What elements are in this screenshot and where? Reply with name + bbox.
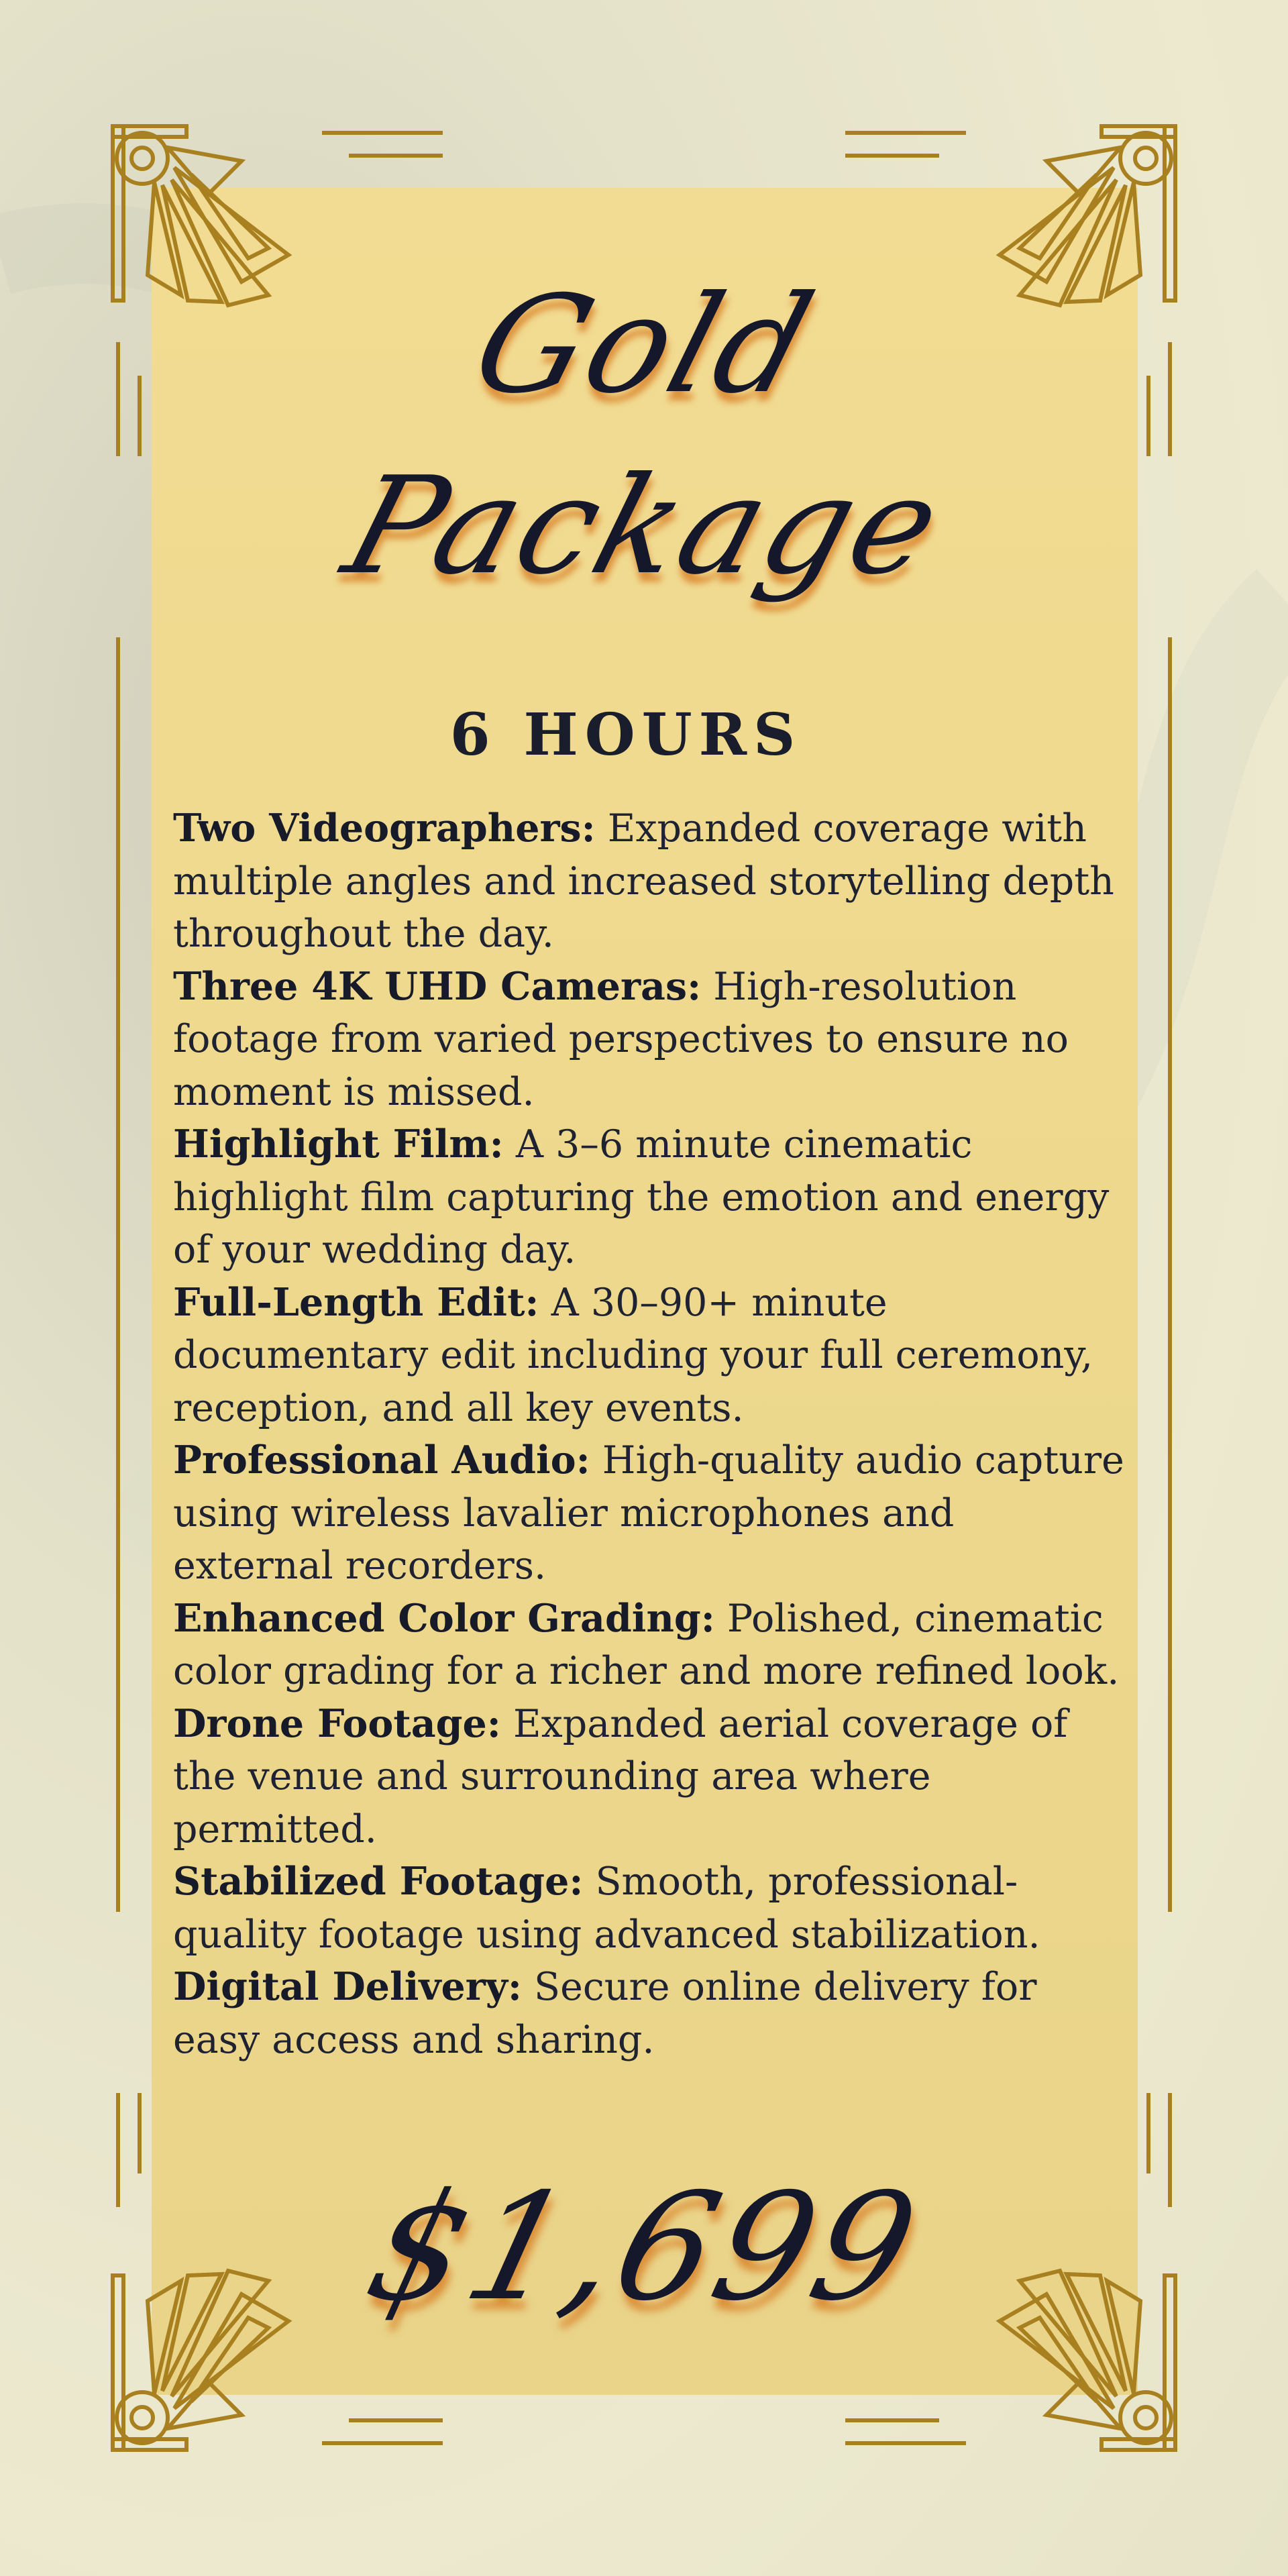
- feature-text: High-resolution footage from varied perspectives to ensure no moment is missed.: [173, 964, 1069, 1114]
- package-title-line-2: Package: [329, 448, 959, 604]
- feature-label: Enhanced Color Grading:: [173, 1595, 715, 1641]
- feature-label: Digital Delivery:: [173, 1964, 522, 2009]
- feature-text: Expanded coverage with multiple angles and increased storytelling depth throughout the day.: [173, 806, 1114, 956]
- package-price: $1,699: [352, 2161, 936, 2333]
- feature-item: [173, 1698, 1126, 1856]
- feature-label: Drone Footage:: [173, 1701, 501, 1746]
- feature-item: [173, 1961, 1126, 2066]
- feature-label: Three 4K UHD Cameras:: [173, 963, 702, 1009]
- feature-list: [173, 802, 1126, 2066]
- feature-item: [173, 1118, 1126, 1277]
- feature-text: High-quality audio capture using wireless lavalier microphones and external recorders.: [173, 1438, 1124, 1588]
- feature-text: Secure online delivery for easy access and sharing.: [173, 1965, 1037, 2062]
- feature-item: [173, 1593, 1126, 1698]
- feature-label: Professional Audio:: [173, 1438, 590, 1483]
- feature-item: [173, 802, 1126, 961]
- feature-text: A 3–6 minute cinematic highlight film capturing the emotion and energy of your wedding day.: [173, 1122, 1110, 1272]
- package-title-line-1: Gold: [458, 267, 830, 423]
- feature-item: [173, 1277, 1126, 1435]
- feature-item: [173, 961, 1126, 1119]
- feature-item: [173, 1434, 1126, 1593]
- feature-text: Expanded aerial coverage of the venue and surrounding area where permitted.: [173, 1701, 1068, 1851]
- feature-text: A 30–90+ minute documentary edit including your full ceremony, reception, and all key events.: [173, 1280, 1093, 1430]
- feature-label: Stabilized Footage:: [173, 1859, 584, 1904]
- feature-label: Two Videographers:: [173, 806, 596, 851]
- feature-text: Smooth, professional-quality footage using advanced stabilization.: [173, 1860, 1040, 1957]
- feature-label: Full-Length Edit:: [173, 1279, 539, 1325]
- package-duration: 6 HOURS: [449, 701, 802, 769]
- feature-label: Highlight Film:: [173, 1122, 504, 1167]
- feature-text: Polished, cinematic color grading for a richer and more refined look.: [173, 1596, 1120, 1693]
- feature-item: [173, 1856, 1126, 1961]
